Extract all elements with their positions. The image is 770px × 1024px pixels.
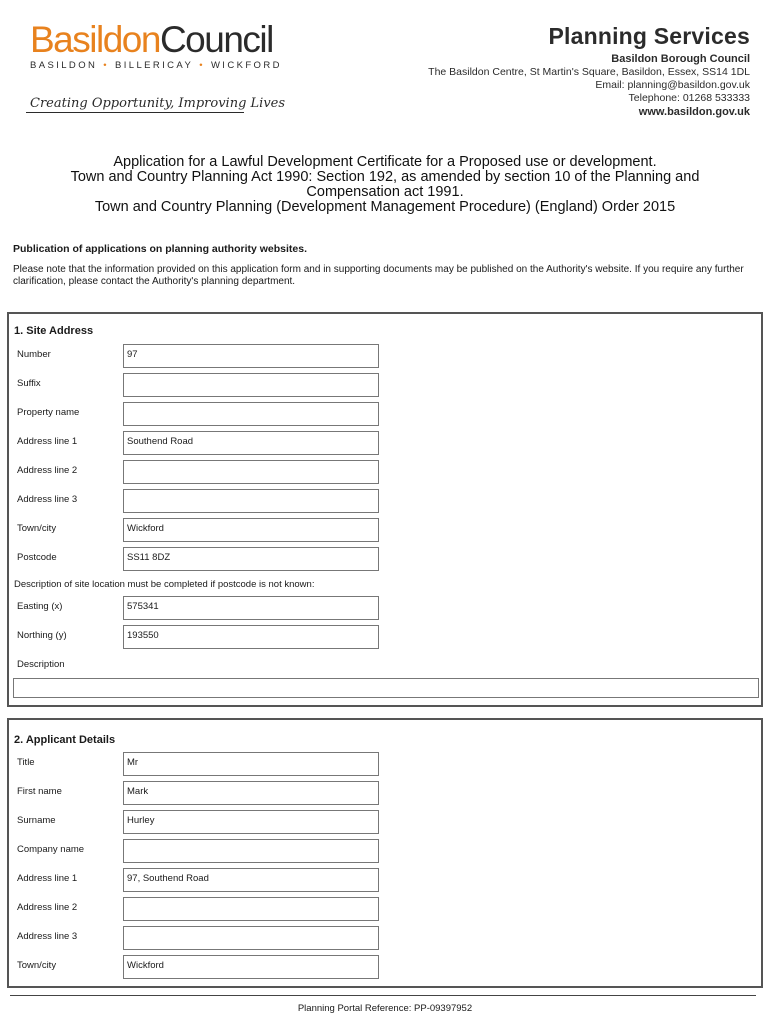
site-address-line2-field[interactable]	[123, 460, 379, 484]
applicant-first-name-row	[17, 781, 397, 807]
org-address: The Basildon Centre, St Martin's Square, Basildon, Essex, SS14 1DL	[428, 66, 750, 78]
applicant-address-line2-field[interactable]	[123, 897, 379, 921]
portal-reference: Planning Portal Reference: PP-09397952	[297, 1003, 473, 1014]
footer-divider	[10, 995, 756, 996]
site-number-row	[17, 344, 397, 370]
org-website: www.basildon.gov.uk	[638, 106, 750, 118]
section-title: 2. Applicant Details	[14, 734, 116, 746]
planning-services-block	[428, 22, 750, 119]
tagline-underline	[26, 112, 244, 113]
field-label: Title	[17, 757, 35, 768]
service-title: Planning Services	[548, 23, 750, 49]
site-address-line3-field[interactable]	[123, 489, 379, 513]
applicant-surname-field[interactable]: Hurley	[123, 810, 379, 834]
site-suffix-field[interactable]	[123, 373, 379, 397]
field-label: Northing (y)	[17, 630, 67, 641]
site-address-line2-row	[17, 460, 397, 486]
field-label: Address line 2	[17, 465, 78, 476]
field-label: First name	[17, 786, 62, 797]
field-label: Property name	[17, 407, 80, 418]
field-label: Town/city	[17, 523, 57, 534]
field-label: Address line 3	[17, 931, 78, 942]
org-name: Basildon Borough Council	[611, 53, 750, 65]
site-postcode-field[interactable]: SS11 8DZ	[123, 547, 379, 571]
site-town-field[interactable]: Wickford	[123, 518, 379, 542]
applicant-address-line1-row	[17, 868, 397, 894]
site-address-section	[7, 312, 763, 707]
field-label: Postcode	[17, 552, 57, 563]
applicant-address-line1-field[interactable]: 97, Southend Road	[123, 868, 379, 892]
council-logo	[30, 20, 282, 71]
publication-heading: Publication of applications on planning authority websites.	[13, 243, 308, 255]
field-label: Address line 2	[17, 902, 78, 913]
field-label: Easting (x)	[17, 601, 63, 612]
applicant-surname-row	[17, 810, 397, 836]
publication-note: Please note that the information provided on this application form and in supporting documents may be published on the Authority's website. If you require any further clarification, please contact the Authority's planning department.	[13, 264, 744, 287]
applicant-company-row	[17, 839, 397, 865]
org-email: Email: planning@basildon.gov.uk	[595, 79, 750, 91]
logo-wordmark: BasildonCouncil	[30, 19, 273, 60]
applicant-town-field[interactable]: Wickford	[123, 955, 379, 979]
site-property-name-field[interactable]	[123, 402, 379, 426]
field-label: Surname	[17, 815, 56, 826]
site-postcode-row	[17, 547, 397, 573]
org-telephone: Telephone: 01268 533333	[628, 92, 750, 104]
applicant-title-field[interactable]: Mr	[123, 752, 379, 776]
applicant-first-name-field[interactable]: Mark	[123, 781, 379, 805]
site-address-line1-field[interactable]: Southend Road	[123, 431, 379, 455]
field-label: Address line 1	[17, 873, 78, 884]
form-title	[20, 155, 750, 215]
field-label: Town/city	[17, 960, 57, 971]
field-label: Suffix	[17, 378, 41, 389]
applicant-title-row	[17, 752, 397, 778]
applicant-address-line3-field[interactable]	[123, 926, 379, 950]
northing-row	[17, 625, 397, 651]
title-line-2: Town and Country Planning Act 1990: Section 192, as amended by section 10 of the Planning and Compensation act 1991.	[70, 169, 700, 200]
applicant-address-line2-row	[17, 897, 397, 923]
northing-field[interactable]: 193550	[123, 625, 379, 649]
site-number-field[interactable]: 97	[123, 344, 379, 368]
applicant-town-row	[17, 955, 397, 981]
easting-field[interactable]: 575341	[123, 596, 379, 620]
field-label: Address line 1	[17, 436, 78, 447]
description-field[interactable]	[13, 678, 759, 698]
field-label: Address line 3	[17, 494, 78, 505]
site-property-name-row	[17, 402, 397, 428]
field-label: Company name	[17, 844, 85, 855]
description-label: Description	[17, 659, 65, 670]
section-title: 1. Site Address	[14, 325, 94, 337]
site-address-line1-row	[17, 431, 397, 457]
easting-row	[17, 596, 397, 622]
tagline: Creating Opportunity, Improving Lives	[30, 96, 286, 111]
title-line-3: Town and Country Planning (Development Management Procedure) (England) Order 2015	[94, 199, 676, 215]
applicant-details-section	[7, 718, 763, 988]
site-town-row	[17, 518, 397, 544]
site-suffix-row	[17, 373, 397, 399]
location-note: Description of site location must be completed if postcode is not known:	[14, 579, 315, 590]
title-line-1: Application for a Lawful Development Certificate for a Proposed use or development.	[113, 154, 657, 170]
applicant-address-line3-row	[17, 926, 397, 952]
field-label: Number	[17, 349, 51, 360]
site-address-line3-row	[17, 489, 397, 515]
logo-towns: BASILDON • BILLERICAY • WICKFORD	[30, 60, 282, 71]
applicant-company-field[interactable]	[123, 839, 379, 863]
